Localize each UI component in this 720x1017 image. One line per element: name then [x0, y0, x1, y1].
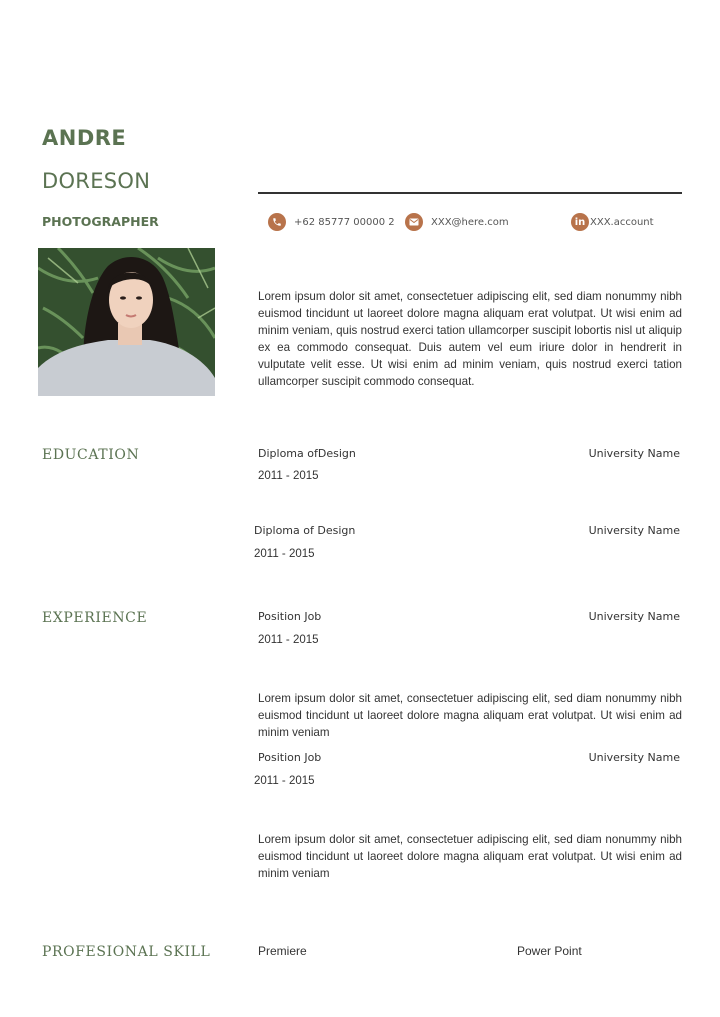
phone-number: +62 85777 00000 2: [294, 216, 395, 228]
phone-icon: [268, 213, 286, 231]
education-degree: Diploma of Design: [254, 524, 356, 537]
contact-phone: [268, 213, 395, 231]
section-heading-experience: EXPERIENCE: [42, 610, 148, 626]
experience-company: University Name: [588, 610, 680, 623]
education-degree: Diploma ofDesign: [258, 447, 356, 460]
education-years: 2011 - 2015: [258, 470, 319, 482]
linkedin-icon: [571, 213, 589, 231]
email-address[interactable]: XXX@here.com: [431, 216, 509, 228]
section-heading-skills: PROFESIONAL SKILL: [42, 944, 211, 960]
header-divider: [258, 192, 682, 194]
linkedin-account[interactable]: XXX.account: [590, 216, 654, 228]
experience-description: Lorem ipsum dolor sit amet, consectetuer adipiscing elit, sed diam nonummy nibh euismod tincidunt ut laoreet dolore magna aliquam erat volutpat. Ut wisi enim ad minim veniam: [258, 833, 682, 880]
experience-company: University Name: [588, 751, 680, 764]
profile-summary: Lorem ipsum dolor sit amet, consectetuer adipiscing elit, sed diam nonummy nibh euismod tincidunt ut laoreet dolore magna aliquam erat volutpat. Ut wisi enim ad minim veniam, quis nostrud exerci tation ullamcorper suscipit lobortis nisl ut aliquip ex ea commodo consequat. Duis autem vel eum iriure dolor in hendrerit in vulputate velit esse. Ut wisi enim ad minim veniam, quis nostrud exerci tation ullamcorper suscipit commodo consequat.: [258, 290, 682, 388]
education-school: University Name: [588, 524, 680, 537]
contact-linkedin: [571, 213, 654, 231]
experience-position: Position Job: [258, 751, 322, 764]
first-name: ANDRE: [42, 126, 127, 150]
envelope-icon: [405, 213, 423, 231]
experience-years: 2011 - 2015: [254, 775, 315, 787]
profile-photo: [38, 248, 215, 396]
last-name: DORESON: [42, 169, 151, 193]
job-title: PHOTOGRAPHER: [42, 214, 159, 229]
education-school: University Name: [588, 447, 680, 460]
section-heading-education: EDUCATION: [42, 447, 140, 463]
linkedin-icon-glyph: in: [574, 216, 586, 228]
experience-position: Position Job: [258, 610, 322, 623]
experience-years: 2011 - 2015: [258, 634, 319, 646]
education-years: 2011 - 2015: [254, 548, 315, 560]
experience-description: Lorem ipsum dolor sit amet, consectetuer adipiscing elit, sed diam nonummy nibh euismod tincidunt ut laoreet dolore magna aliquam erat volutpat. Ut wisi enim ad minim veniam: [258, 692, 682, 739]
skill-item: Power Point: [517, 944, 582, 958]
skill-item: Premiere: [258, 944, 307, 958]
contact-email: [405, 213, 509, 231]
